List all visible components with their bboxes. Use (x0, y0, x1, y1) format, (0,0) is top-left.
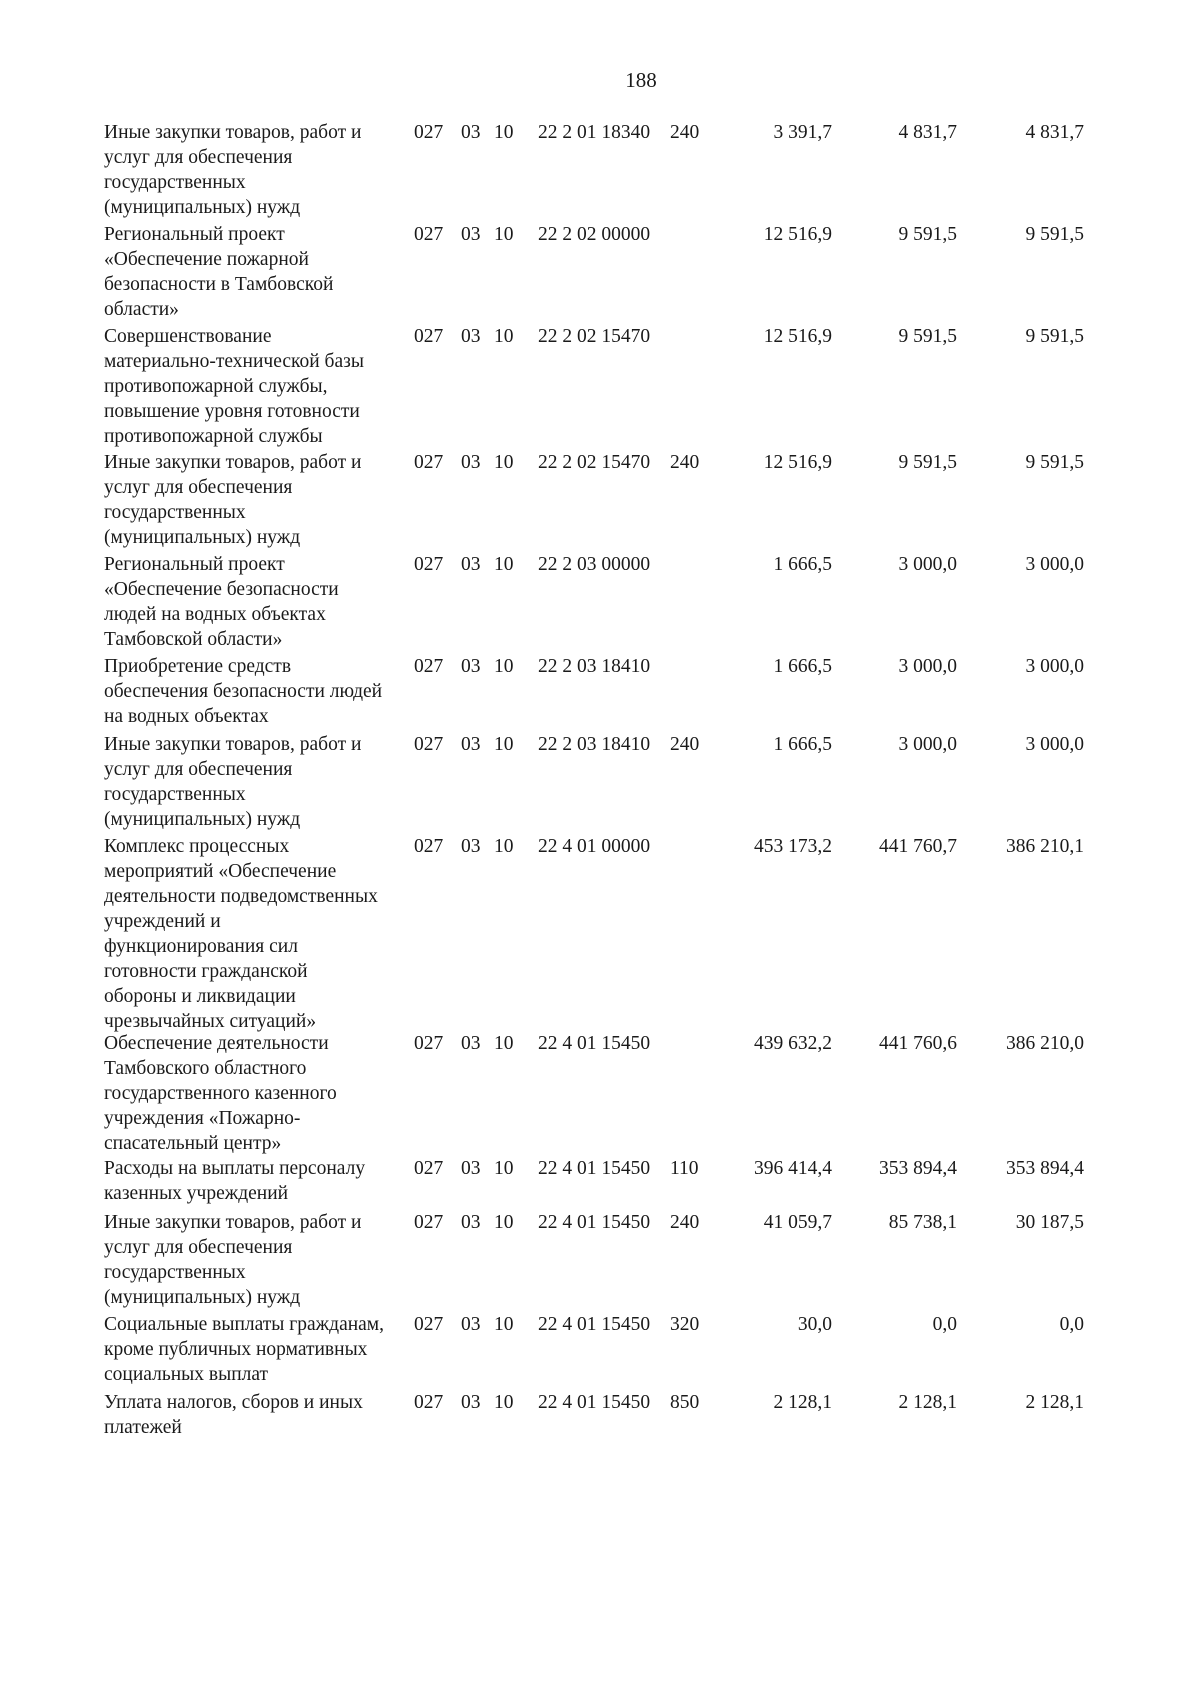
section-code: 03 (461, 836, 481, 857)
row-name-line: Социальные выплаты гражданам, (104, 1314, 385, 1335)
ministry-code: 027 (414, 326, 444, 347)
row-name (104, 222, 444, 322)
target-article: 22 2 03 18410 (538, 656, 651, 677)
row-name-line: чрезвычайных ситуаций» (104, 1011, 317, 1032)
row-name-line: государственных (104, 172, 246, 193)
row-name-line: (муниципальных) нужд (104, 1287, 301, 1308)
subsection-code: 10 (494, 1212, 514, 1233)
row-name-line: Иные закупки товаров, работ и (104, 1212, 362, 1233)
row-name-line: Иные закупки товаров, работ и (104, 734, 362, 755)
row-name (104, 654, 444, 729)
section-code: 03 (461, 1314, 481, 1335)
amount-year-3: 9 591,5 (1025, 224, 1084, 245)
subsection-code: 10 (494, 836, 514, 857)
row-name-line: учреждения «Пожарно- (104, 1108, 301, 1129)
row-name-line: Расходы на выплаты персоналу (104, 1158, 366, 1179)
target-article: 22 2 02 15470 (538, 326, 651, 347)
ministry-code: 027 (414, 734, 444, 755)
row-name (104, 1312, 444, 1387)
row-name-line: социальных выплат (104, 1364, 269, 1385)
amount-year-3: 386 210,1 (1006, 836, 1084, 857)
target-article: 22 4 01 00000 (538, 836, 651, 857)
row-name-line: Тамбовской области» (104, 629, 283, 650)
row-name-line: государственных (104, 502, 246, 523)
row-name-line: мероприятий «Обеспечение (104, 861, 337, 882)
row-name (104, 1156, 444, 1206)
target-article: 22 4 01 15450 (538, 1392, 651, 1413)
row-name-line: обороны и ликвидации (104, 986, 296, 1007)
amount-year-1: 12 516,9 (763, 452, 832, 473)
row-name-line: людей на водных объектах (104, 604, 326, 625)
row-name-line: Приобретение средств (104, 656, 292, 677)
row-name-line: противопожарной службы, (104, 376, 328, 397)
subsection-code: 10 (494, 1033, 514, 1054)
subsection-code: 10 (494, 734, 514, 755)
amount-year-2: 9 591,5 (898, 452, 957, 473)
ministry-code: 027 (414, 1158, 444, 1179)
amount-year-3: 3 000,0 (1025, 656, 1084, 677)
ministry-code: 027 (414, 1033, 444, 1054)
amount-year-2: 441 760,6 (879, 1033, 957, 1054)
row-name-line: материально-технической базы (104, 351, 364, 372)
row-name-line: спасательный центр» (104, 1133, 282, 1154)
amount-year-3: 9 591,5 (1025, 326, 1084, 347)
row-name-line: готовности гражданской (104, 961, 308, 982)
subsection-code: 10 (494, 1392, 514, 1413)
target-article: 22 2 03 18410 (538, 734, 651, 755)
amount-year-2: 4 831,7 (898, 122, 957, 143)
amount-year-1: 1 666,5 (773, 656, 832, 677)
amount-year-2: 3 000,0 (898, 734, 957, 755)
row-name-line: услуг для обеспечения (104, 759, 293, 780)
row-name (104, 834, 444, 1034)
amount-year-1: 439 632,2 (754, 1033, 832, 1054)
expense-type-code: 240 (670, 452, 700, 473)
row-name-line: Иные закупки товаров, работ и (104, 452, 362, 473)
amount-year-2: 0,0 (932, 1314, 957, 1335)
row-name (104, 732, 444, 832)
section-code: 03 (461, 1033, 481, 1054)
section-code: 03 (461, 554, 481, 575)
amount-year-2: 9 591,5 (898, 224, 957, 245)
row-name-line: безопасности в Тамбовской (104, 274, 334, 295)
row-name-line: Совершенствование (104, 326, 272, 347)
amount-year-3: 3 000,0 (1025, 554, 1084, 575)
amount-year-1: 1 666,5 (773, 554, 832, 575)
row-name-line: (муниципальных) нужд (104, 527, 301, 548)
ministry-code: 027 (414, 122, 444, 143)
amount-year-1: 30,0 (797, 1314, 832, 1335)
section-code: 03 (461, 122, 481, 143)
row-name-line: обеспечения безопасности людей (104, 681, 383, 702)
amount-year-3: 4 831,7 (1025, 122, 1084, 143)
subsection-code: 10 (494, 1314, 514, 1335)
subsection-code: 10 (494, 1158, 514, 1179)
row-name-line: деятельности подведомственных (104, 886, 378, 907)
row-name-line: государственного казенного (104, 1083, 337, 1104)
ministry-code: 027 (414, 656, 444, 677)
amount-year-2: 85 738,1 (888, 1212, 957, 1233)
amount-year-3: 9 591,5 (1025, 452, 1084, 473)
ministry-code: 027 (414, 452, 444, 473)
section-code: 03 (461, 1392, 481, 1413)
amount-year-2: 441 760,7 (879, 836, 957, 857)
ministry-code: 027 (414, 224, 444, 245)
row-name (104, 324, 444, 449)
amount-year-2: 353 894,4 (879, 1158, 957, 1179)
target-article: 22 2 02 15470 (538, 452, 651, 473)
amount-year-2: 2 128,1 (898, 1392, 957, 1413)
amount-year-3: 386 210,0 (1006, 1033, 1084, 1054)
subsection-code: 10 (494, 326, 514, 347)
row-name-line: противопожарной службы (104, 426, 323, 447)
row-name-line: «Обеспечение безопасности (104, 579, 339, 600)
expense-type-code: 240 (670, 1212, 700, 1233)
amount-year-1: 3 391,7 (773, 122, 832, 143)
target-article: 22 2 03 00000 (538, 554, 651, 575)
row-name-line: услуг для обеспечения (104, 1237, 293, 1258)
amount-year-3: 0,0 (1059, 1314, 1084, 1335)
subsection-code: 10 (494, 122, 514, 143)
row-name-line: Комплекс процессных (104, 836, 290, 857)
target-article: 22 4 01 15450 (538, 1158, 651, 1179)
page-number: 188 (625, 68, 657, 92)
row-name-line: Региональный проект (104, 224, 285, 245)
target-article: 22 4 01 15450 (538, 1033, 651, 1054)
section-code: 03 (461, 326, 481, 347)
row-name-line: услуг для обеспечения (104, 147, 293, 168)
target-article: 22 2 02 00000 (538, 224, 651, 245)
row-name (104, 450, 444, 550)
amount-year-2: 3 000,0 (898, 554, 957, 575)
amount-year-3: 3 000,0 (1025, 734, 1084, 755)
row-name-line: услуг для обеспечения (104, 477, 293, 498)
ministry-code: 027 (414, 1392, 444, 1413)
row-name-line: казенных учреждений (104, 1183, 289, 1204)
ministry-code: 027 (414, 836, 444, 857)
section-code: 03 (461, 734, 481, 755)
subsection-code: 10 (494, 656, 514, 677)
section-code: 03 (461, 1212, 481, 1233)
amount-year-1: 396 414,4 (754, 1158, 832, 1179)
row-name-line: на водных объектах (104, 706, 269, 727)
expense-type-code: 110 (670, 1158, 699, 1179)
amount-year-3: 30 187,5 (1015, 1212, 1084, 1233)
amount-year-2: 3 000,0 (898, 656, 957, 677)
amount-year-1: 2 128,1 (773, 1392, 832, 1413)
row-name-line: (муниципальных) нужд (104, 197, 301, 218)
amount-year-1: 41 059,7 (763, 1212, 832, 1233)
target-article: 22 4 01 15450 (538, 1212, 651, 1233)
row-name-line: Обеспечение деятельности (104, 1033, 329, 1054)
row-name (104, 1031, 444, 1156)
amount-year-1: 1 666,5 (773, 734, 832, 755)
row-name-line: учреждений и (104, 911, 221, 932)
ministry-code: 027 (414, 1212, 444, 1233)
row-name (104, 1390, 444, 1440)
expense-type-code: 320 (670, 1314, 700, 1335)
amount-year-2: 9 591,5 (898, 326, 957, 347)
row-name-line: Иные закупки товаров, работ и (104, 122, 362, 143)
row-name-line: кроме публичных нормативных (104, 1339, 368, 1360)
amount-year-1: 453 173,2 (754, 836, 832, 857)
section-code: 03 (461, 224, 481, 245)
subsection-code: 10 (494, 554, 514, 575)
amount-year-3: 353 894,4 (1006, 1158, 1084, 1179)
ministry-code: 027 (414, 554, 444, 575)
row-name (104, 1210, 444, 1310)
row-name-line: Тамбовского областного (104, 1058, 307, 1079)
row-name-line: платежей (104, 1417, 182, 1438)
ministry-code: 027 (414, 1314, 444, 1335)
subsection-code: 10 (494, 452, 514, 473)
row-name-line: повышение уровня готовности (104, 401, 360, 422)
section-code: 03 (461, 656, 481, 677)
row-name-line: (муниципальных) нужд (104, 809, 301, 830)
section-code: 03 (461, 452, 481, 473)
section-code: 03 (461, 1158, 481, 1179)
target-article: 22 4 01 15450 (538, 1314, 651, 1335)
amount-year-1: 12 516,9 (763, 224, 832, 245)
row-name (104, 552, 444, 652)
target-article: 22 2 01 18340 (538, 122, 651, 143)
row-name-line: функционирования сил (104, 936, 298, 957)
expense-type-code: 850 (670, 1392, 700, 1413)
row-name (104, 120, 444, 220)
amount-year-3: 2 128,1 (1025, 1392, 1084, 1413)
expense-type-code: 240 (670, 122, 700, 143)
row-name-line: государственных (104, 784, 246, 805)
row-name-line: Региональный проект (104, 554, 285, 575)
row-name-line: государственных (104, 1262, 246, 1283)
expense-type-code: 240 (670, 734, 700, 755)
subsection-code: 10 (494, 224, 514, 245)
amount-year-1: 12 516,9 (763, 326, 832, 347)
row-name-line: «Обеспечение пожарной (104, 249, 309, 270)
row-name-line: Уплата налогов, сборов и иных (104, 1392, 363, 1413)
row-name-line: области» (104, 299, 179, 320)
